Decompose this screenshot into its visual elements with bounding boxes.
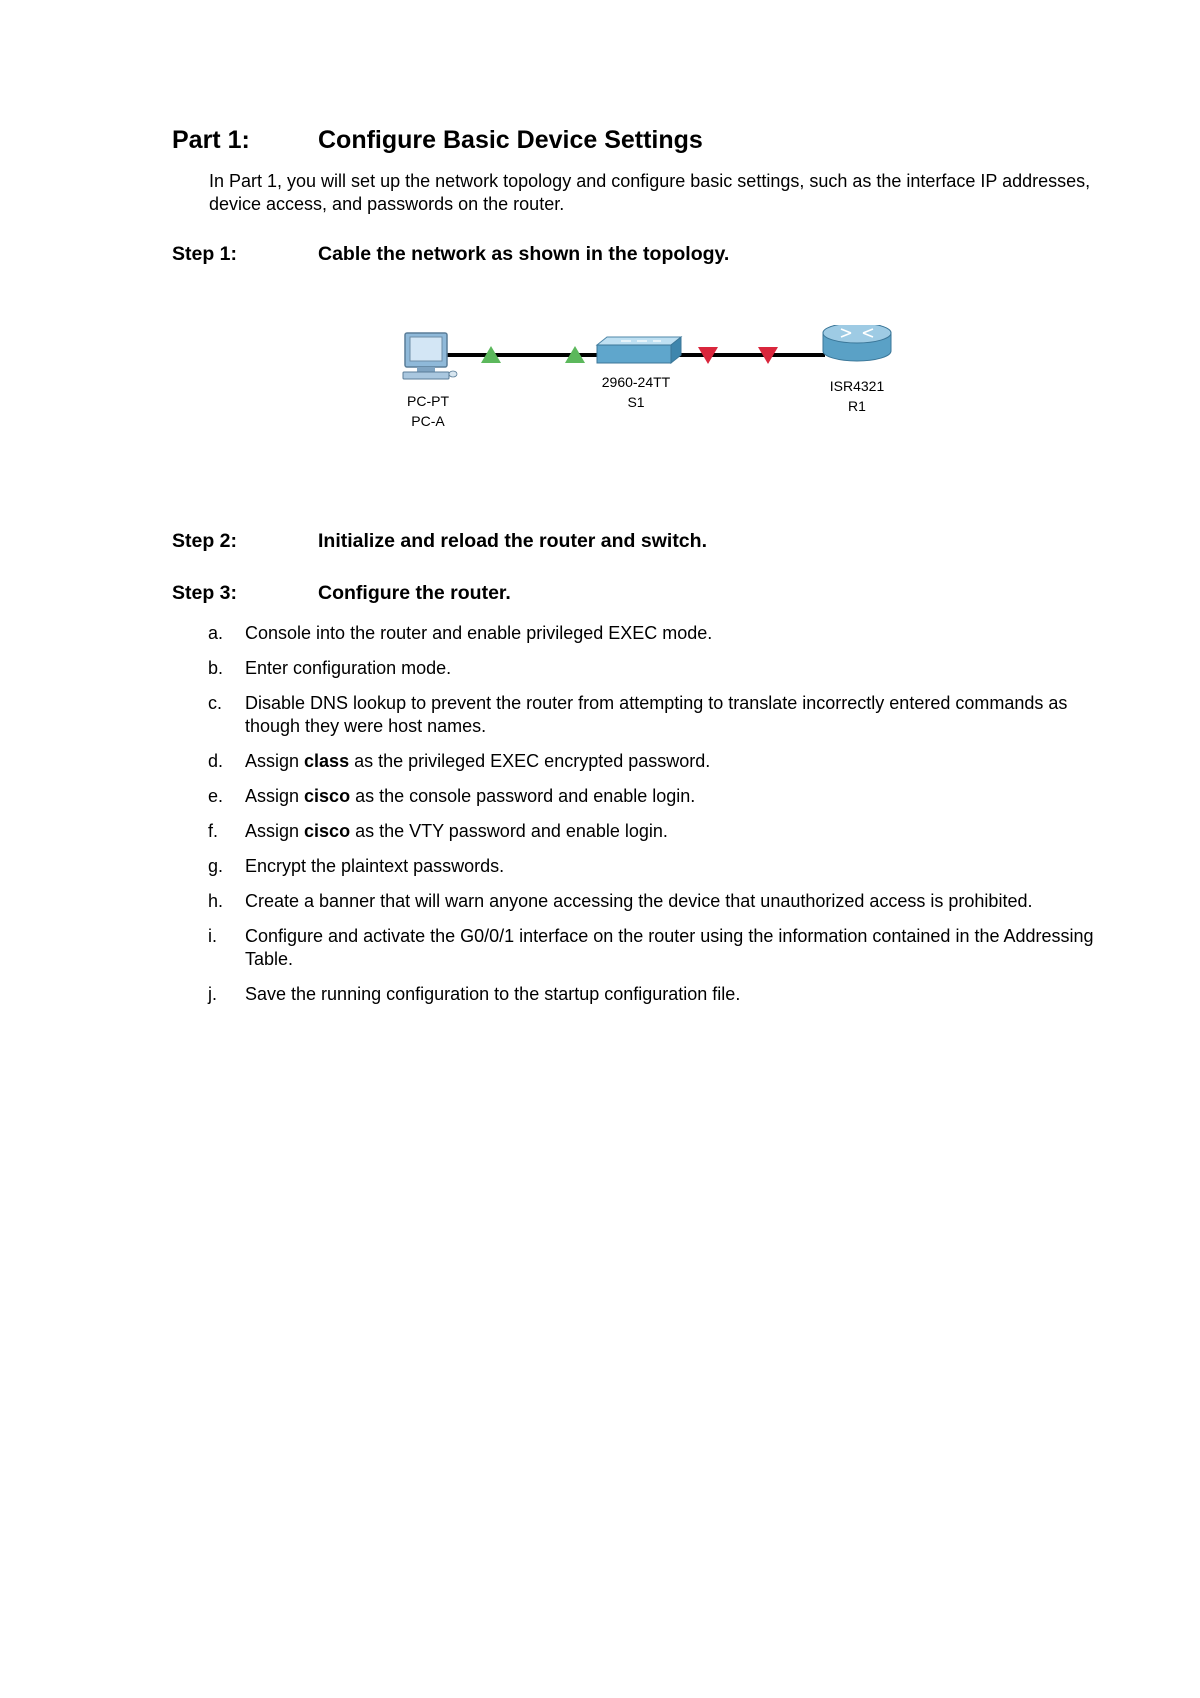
switch-label [591, 372, 681, 412]
task-text-post: as the privileged EXEC encrypted password. [349, 751, 711, 771]
task-letter: c. [208, 693, 223, 713]
password-value: cisco [304, 821, 351, 841]
task-letter: e. [208, 786, 224, 806]
task-text: Create a banner that will warn anyone accessing the device that unauthorized access is prohibited. [245, 891, 1033, 911]
task-text-pre: Assign [245, 786, 305, 806]
task-letter: a. [208, 623, 224, 643]
task-item [208, 622, 1108, 645]
task-item [208, 692, 1108, 738]
task-item [208, 855, 1108, 878]
step-title: Configure the router. [318, 582, 511, 604]
part-number: Part 1: [172, 126, 250, 154]
step-title: Initialize and reload the router and switch. [318, 530, 707, 552]
step-number: Step 3: [172, 582, 238, 604]
task-text-pre: Assign [245, 821, 305, 841]
password-value: class [304, 751, 350, 771]
password-value: cisco [304, 786, 351, 806]
task-item [208, 890, 1108, 913]
router-model: ISR4321 [829, 378, 885, 394]
task-text: Configure and activate the G0/0/1 interface on the router using the information contained in the Addressing Table. [245, 926, 1094, 969]
task-item [208, 657, 1108, 680]
pc-model: PC-PT [407, 393, 449, 409]
task-text: Save the running configuration to the startup configuration file. [245, 984, 741, 1004]
task-letter: f. [208, 821, 219, 841]
topology-diagram [395, 325, 895, 435]
task-letter: b. [208, 658, 224, 678]
task-letter: g. [208, 856, 224, 876]
task-text-post: as the VTY password and enable login. [350, 821, 668, 841]
task-text-post: as the console password and enable login. [350, 786, 696, 806]
router-name: R1 [848, 398, 866, 414]
step-title: Cable the network as shown in the topology. [318, 243, 730, 265]
step-1-heading [172, 242, 729, 266]
task-list [208, 622, 1108, 1018]
task-item [208, 925, 1108, 971]
step-number: Step 1: [172, 243, 238, 265]
task-item [208, 750, 1108, 773]
task-text-pre: Assign [245, 751, 305, 771]
task-letter: j. [208, 984, 217, 1004]
part-intro: In Part 1, you will set up the network topology and configure basic settings, such as the interface IP addresses, device access, and passwords on the router. [209, 171, 1091, 214]
switch-name: S1 [627, 394, 645, 410]
task-text: Encrypt the plaintext passwords. [245, 856, 505, 876]
task-item [208, 983, 1108, 1006]
router-icon [823, 325, 891, 361]
task-text: Disable DNS lookup to prevent the router from attempting to translate incorrectly entered commands as though they were host names. [245, 693, 1068, 736]
task-text: Enter configuration mode. [245, 658, 452, 678]
task-letter: h. [208, 891, 224, 911]
pc-label [383, 391, 473, 431]
task-text: Console into the router and enable privileged EXEC mode. [245, 623, 713, 643]
step-number: Step 2: [172, 530, 238, 552]
part-title: Configure Basic Device Settings [318, 126, 703, 154]
task-letter: i. [208, 926, 217, 946]
switch-model: 2960-24TT [601, 374, 671, 390]
part-heading [172, 125, 703, 155]
switch-icon [597, 337, 681, 363]
task-letter: d. [208, 751, 224, 771]
task-item [208, 785, 1108, 808]
router-label [812, 376, 902, 416]
pc-name: PC-A [411, 413, 445, 429]
step-2-heading [172, 529, 707, 553]
task-item [208, 820, 1108, 843]
step-3-heading [172, 581, 511, 605]
